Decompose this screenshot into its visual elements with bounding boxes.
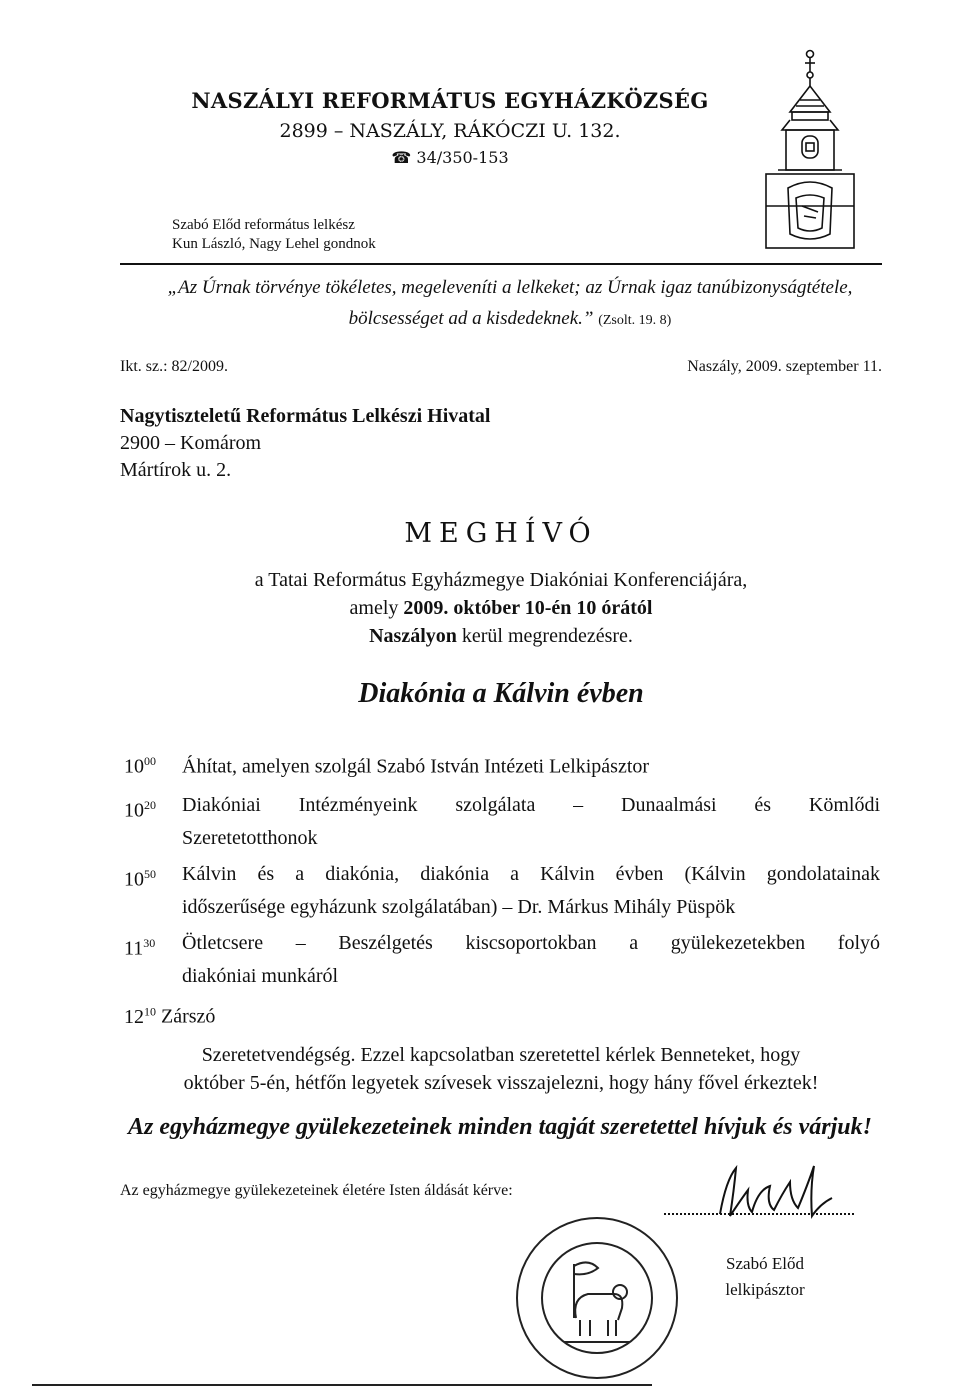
program-hour: 10 (124, 868, 144, 891)
program-time (124, 748, 182, 781)
signatory-role: lelkipásztor (725, 1280, 805, 1299)
lamb-with-banner-icon (564, 1262, 630, 1342)
curators-line: Kun László, Nagy Lehel gondnok (172, 236, 376, 252)
program-text: Diakóniai Intézményeink szolgálata – Dunaalmási és Kömlődi (182, 794, 880, 816)
program-hour: 12 (124, 1005, 144, 1028)
signature-line (664, 1213, 854, 1215)
invitation-banner: Az egyházmegye gyülekezeteinek minden tagját szeretettel hívjuk és várjuk! (128, 1114, 872, 1140)
program-text: Ötletcsere – Beszélgetés kiscsoportokban a gyülekezetekben folyó (182, 932, 880, 954)
signatory (700, 1251, 830, 1303)
intro-line-2-prefix: amely (349, 597, 404, 619)
church-phone (120, 148, 780, 167)
place-date: Naszály, 2009. szeptember 11. (687, 358, 882, 375)
closing-paragraph (120, 1041, 882, 1097)
program-item (124, 930, 880, 990)
closing-line-1: Szeretetvendégség. Ezzel kapcsolatban szeretettel kérlek Benneteket, hogy (201, 1044, 801, 1066)
program-text-continued: Szeretetotthonok (182, 826, 318, 849)
intro-line-3 (120, 622, 882, 650)
telephone-icon: ☎ (391, 148, 412, 167)
program-text-continued: időszerűsége egyházunk szolgálatában) – Dr. Márkus Mihály Püspök (182, 895, 736, 918)
intro-line-3-rest: kerül megrendezésre. (456, 625, 633, 647)
program-hour: 10 (124, 755, 144, 778)
program-time (124, 861, 182, 894)
program-minute: 30 (143, 936, 156, 950)
program-text: Zárszó (161, 1005, 216, 1028)
program-time (124, 792, 182, 825)
pastor-line: Szabó Előd református lelkész (172, 217, 355, 233)
program-hour: 11 (124, 937, 144, 960)
program-text-continued: diakóniai munkáról (182, 964, 339, 987)
invitation-heading: MEGHÍVÓ (404, 518, 598, 549)
header-divider (120, 263, 882, 265)
event-place: Naszályon (369, 625, 457, 647)
church-name-title: NASZÁLYI REFORMÁTUS EGYHÁZKÖZSÉG (191, 88, 709, 113)
staff-block (172, 216, 376, 254)
invitation-intro (120, 566, 882, 650)
recipient-name: Nagytiszteletű Református Lelkészi Hivatal (120, 405, 491, 427)
bottom-edge-line (32, 1384, 652, 1386)
quote-reference: (Zsolt. 19. 8) (598, 313, 672, 328)
recipient-city: 2900 – Komárom (120, 432, 262, 454)
event-date: 2009. október 10-én 10 órától (403, 597, 653, 619)
quote-text: „Az Úrnak törvénye tökéletes, megeleveníti a lelkeket; az Úrnak igaz tanúbizonyságtétele, bölcsességet ad a kisdedeknek.” (167, 277, 853, 329)
program-item (124, 998, 880, 1031)
program-hour: 10 (124, 799, 144, 822)
closing-line-2: október 5-én, hétfőn legyetek szívesek visszajelezni, hogy hány fővel érkeztek! (183, 1072, 819, 1094)
phone-number: 34/350-153 (416, 148, 509, 167)
bible-quote (160, 272, 860, 336)
handwritten-signature (712, 1160, 842, 1226)
program-time (124, 1006, 156, 1028)
program-minute: 20 (144, 798, 156, 812)
reference-number: Ikt. sz.: 82/2009. (120, 358, 228, 375)
church-seal (514, 1214, 680, 1382)
program-item (124, 748, 880, 781)
conference-subtitle: Diakónia a Kálvin évben (358, 678, 644, 709)
program-minute: 00 (144, 754, 156, 768)
program-minute: 10 (144, 1004, 156, 1018)
program-text: Kálvin és a diakónia, diakónia a Kálvin évben (Kálvin gondolatainak (182, 863, 880, 885)
signatory-name: Szabó Előd (726, 1254, 804, 1273)
recipient-address (120, 403, 490, 484)
blessing-line: Az egyházmegye gyülekezeteinek életére Isten áldását kérve: (120, 1182, 513, 1199)
intro-line-1: a Tatai Református Egyházmegye Diakóniai Konferenciájára, (254, 569, 748, 591)
program-item (124, 861, 880, 921)
church-address: 2899 – NASZÁLY, RÁKÓCZI U. 132. (279, 120, 621, 142)
recipient-street: Mártírok u. 2. (120, 459, 232, 481)
program-minute: 50 (144, 867, 156, 881)
church-tower-icon (760, 46, 860, 252)
program-item (124, 792, 880, 852)
program-text: Áhítat, amelyen szolgál Szabó István Intézeti Lelkipásztor (182, 755, 650, 778)
program-time (124, 930, 182, 963)
intro-line-2 (120, 594, 882, 622)
